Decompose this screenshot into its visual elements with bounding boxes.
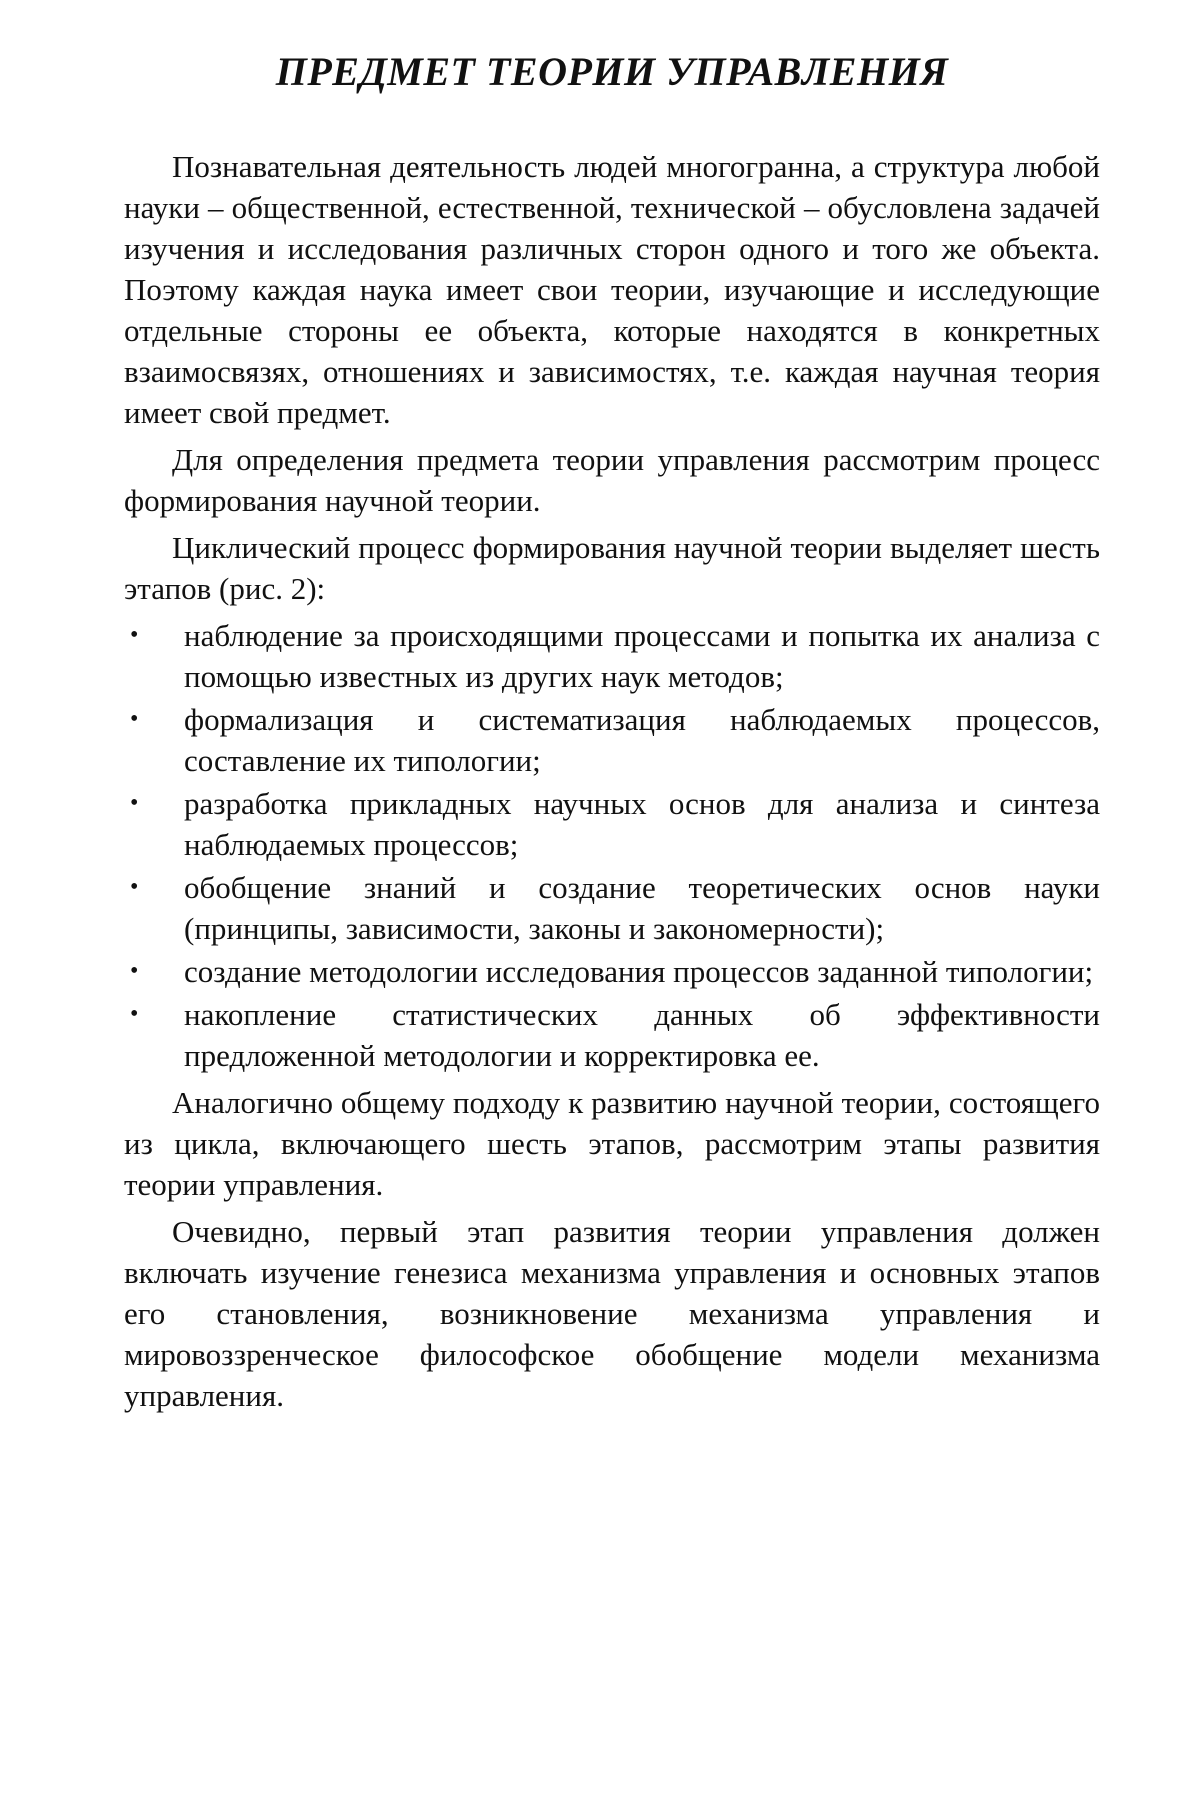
bullet-icon: •: [130, 790, 139, 816]
page-title: ПРЕДМЕТ ТЕОРИИ УПРАВЛЕНИЯ: [275, 49, 949, 94]
list-item: [124, 699, 1100, 781]
list-item-text: разработка прикладных научных основ для анализа и синтеза наблюдаемых процессов;: [184, 786, 1100, 862]
paragraph: Для определения предмета теории управления рассмотрим процесс формирования научной теории.: [124, 442, 1100, 518]
bullet-icon: •: [130, 622, 139, 648]
list-item-text: наблюдение за происходящими процессами и попытка их анализа с помощью известных из других наук методов;: [184, 618, 1100, 694]
paragraph: Аналогично общему подходу к развитию научной теории, состоящего из цикла, включающего шесть этапов, рассмотрим этапы развития теории управления.: [124, 1085, 1100, 1202]
bullet-icon: •: [130, 1001, 139, 1027]
list-item-text: создание методологии исследования процессов заданной типологии;: [184, 954, 1094, 989]
paragraph: Очевидно, первый этап развития теории управления должен включать изучение генезиса механизма управления и основных этапов его становления, возникновение механизма управления и мировоззренческое философское обобщение модели механизма управления.: [124, 1214, 1100, 1413]
list-item: [124, 951, 1100, 992]
paragraph: Познавательная деятельность людей многогранна, а структура любой науки – общественной, естественной, технической – обусловлена задачей изучения и исследования различных сторон одного и того же объекта. Поэтому каждая наука имеет свои теории, изучающие и исследующие отдельные стороны ее объекта, которые находятся в конкретных взаимосвязях, отношениях и зависимостях, т.е. каждая научная теория имеет свой предмет.: [124, 149, 1100, 430]
list-item-text: обобщение знаний и создание теоретических основ науки (принципы, зависимости, законы и закономерности);: [184, 870, 1100, 946]
list-item-text: накопление статистических данных об эффективности предложенной методологии и корректировка ее.: [184, 997, 1100, 1073]
bullet-icon: •: [130, 958, 139, 984]
list-item: [124, 867, 1100, 949]
list-item: [124, 783, 1100, 865]
bullet-icon: •: [130, 874, 139, 900]
list-item: [124, 994, 1100, 1076]
list-item-text: формализация и систематизация наблюдаемых процессов, составление их типологии;: [184, 702, 1100, 778]
paragraph: Циклический процесс формирования научной теории выделяет шесть этапов (рис. 2):: [124, 530, 1100, 606]
list-item: [124, 615, 1100, 697]
bullet-icon: •: [130, 706, 139, 732]
stages-list: [124, 615, 1100, 1076]
